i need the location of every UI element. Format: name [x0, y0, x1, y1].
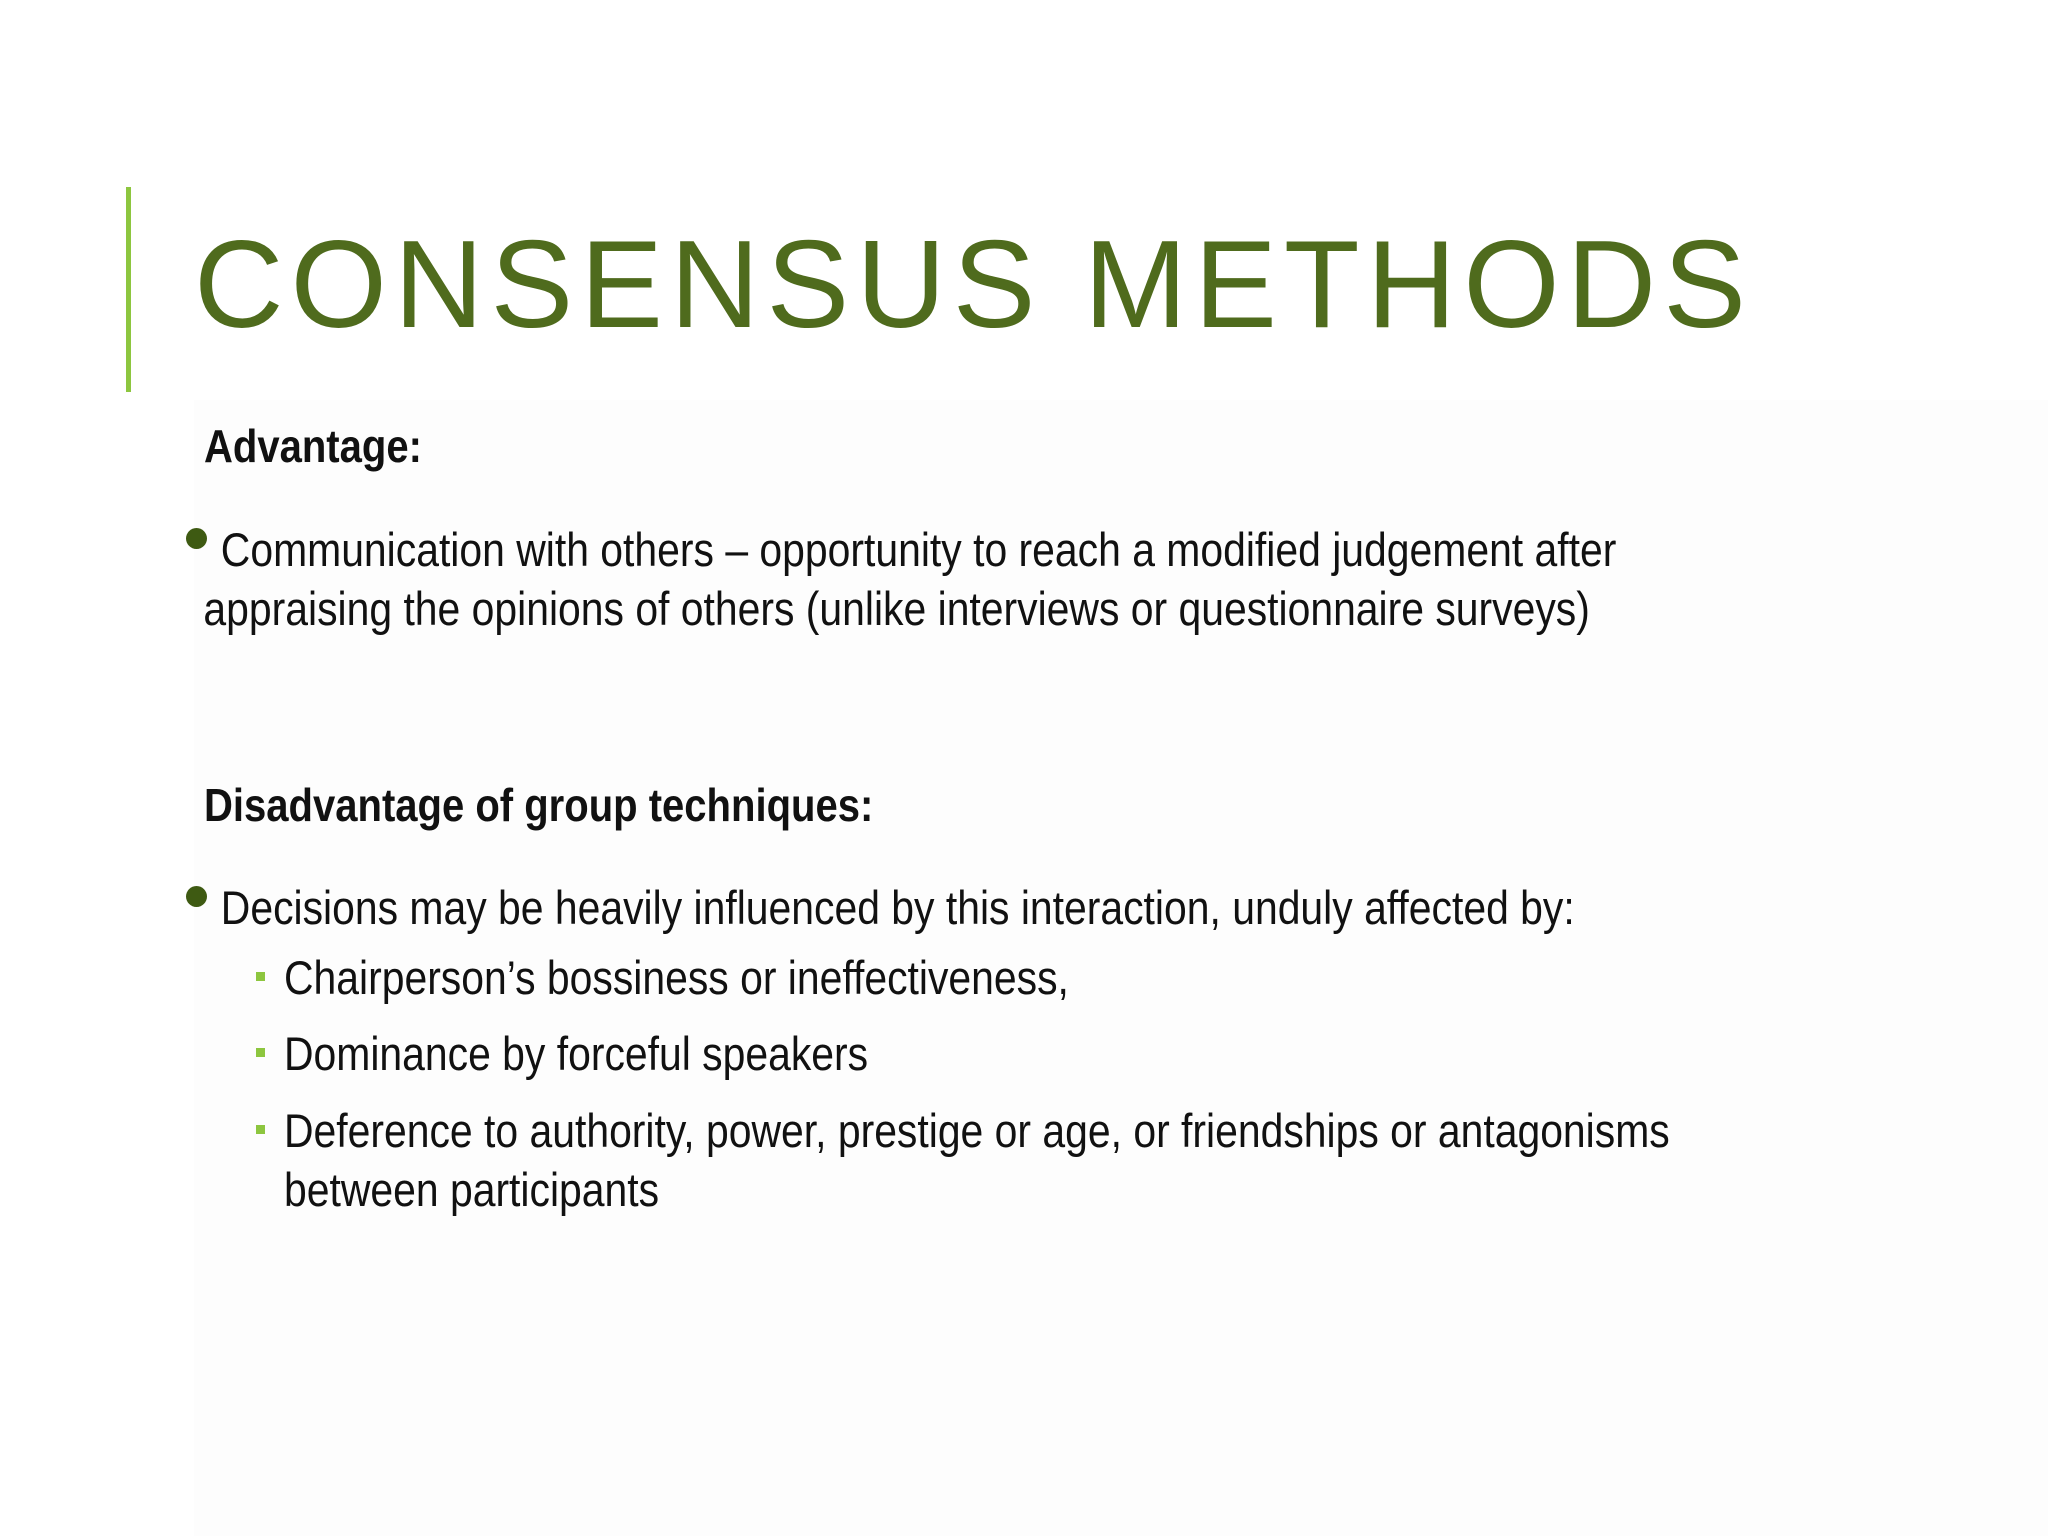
disadvantage-bullet-line: Decisions may be heavily influenced by this interaction, unduly affected by:: [220, 881, 1575, 934]
advantage-bullet-line-1: Communication with others – opportunity to reach a modified judgement after: [220, 523, 1617, 576]
sub-bullet-square-icon: [256, 1048, 265, 1057]
sub-item-text: [284, 1101, 1670, 1219]
advantage-bullet-line-2: appraising the opinions of others (unlike interviews or questionnaire surveys): [203, 582, 1590, 635]
disadvantage-heading: Disadvantage of group techniques:: [204, 779, 874, 831]
title-accent-bar: [126, 187, 131, 392]
sub-item-text: Dominance by forceful speakers: [284, 1027, 869, 1080]
disadvantage-bullet: [186, 878, 1886, 937]
sub-bullet-square-icon: [256, 972, 265, 981]
slide-title: CONSENSUS METHODS: [194, 216, 1753, 354]
advantage-bullet: [186, 520, 1886, 638]
sub-item-text: Chairperson’s bossiness or ineffectiveness,: [284, 951, 1069, 1004]
sub-item-line-2: between participants: [284, 1163, 660, 1216]
advantage-heading: Advantage:: [204, 420, 422, 472]
sub-item-line-1: Deference to authority, power, prestige or age, or friendships or antagonisms: [284, 1104, 1670, 1157]
sub-bullet-square-icon: [256, 1125, 265, 1134]
advantage-bullet-text: [186, 520, 1665, 638]
disadvantage-bullet-text: [186, 878, 1665, 937]
